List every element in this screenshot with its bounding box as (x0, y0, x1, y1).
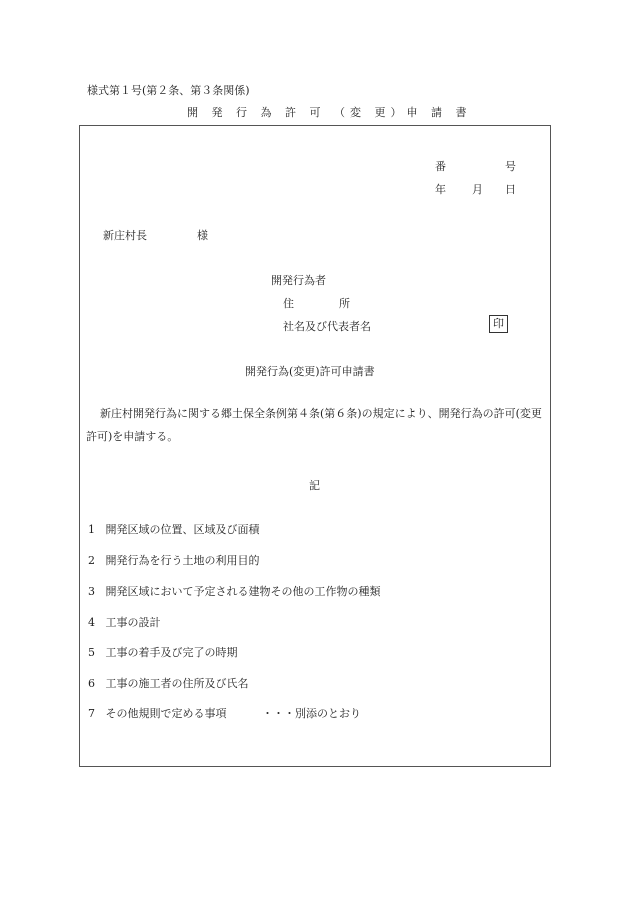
number-label: 番 (435, 160, 446, 173)
list-item (88, 614, 161, 630)
addressee-name: 新庄村長 (103, 229, 147, 242)
item-text: 工事の設計 (105, 616, 161, 629)
subtitle: 開発行為(変更)許可申請書 (245, 365, 375, 378)
seal-mark (489, 315, 508, 333)
list-item (88, 705, 227, 721)
item-text: その他規則で定める事項 (105, 707, 227, 720)
seal-text: 印 (489, 315, 508, 333)
list-item (88, 644, 238, 660)
item-number: 3 (88, 585, 95, 598)
item-number: 2 (88, 554, 95, 567)
month-label: 月 (472, 183, 483, 196)
ki-heading: 記 (309, 479, 320, 492)
form-number: 様式第１号(第２条、第３条関係) (87, 84, 250, 97)
list-item (88, 583, 381, 599)
address-label-1: 住 (283, 297, 294, 310)
document-title: 開 発 行 為 許 可 （変 更）申 請 書 (187, 106, 472, 119)
number-suffix: 号 (505, 160, 516, 173)
item-7-note: ・・・別添のとおり (262, 707, 361, 720)
addressee-honorific: 様 (197, 229, 208, 242)
item-number: 1 (88, 523, 95, 536)
day-label: 日 (505, 183, 516, 196)
applicant-heading: 開発行為者 (271, 274, 326, 287)
address-label-2: 所 (339, 297, 350, 310)
item-text: 開発行為を行う土地の利用目的 (105, 554, 260, 567)
item-number: 6 (88, 677, 95, 690)
list-item (88, 521, 260, 537)
item-number: 7 (88, 707, 95, 720)
item-number: 5 (88, 646, 95, 659)
item-number: 4 (88, 616, 95, 629)
list-item (88, 552, 260, 568)
item-text: 開発区域において予定される建物その他の工作物の種類 (105, 585, 381, 598)
list-item (88, 675, 249, 691)
item-text: 工事の着手及び完了の時期 (105, 646, 238, 659)
year-label: 年 (435, 183, 446, 196)
application-paragraph: 新庄村開発行為に関する郷土保全条例第４条(第６条)の規定により、開発行為の許可(変更許可)を申請する。 (86, 407, 542, 443)
item-text: 開発区域の位置、区域及び面積 (105, 523, 260, 536)
company-representative-label: 社名及び代表者名 (283, 320, 371, 333)
item-text: 工事の施工者の住所及び氏名 (105, 677, 249, 690)
